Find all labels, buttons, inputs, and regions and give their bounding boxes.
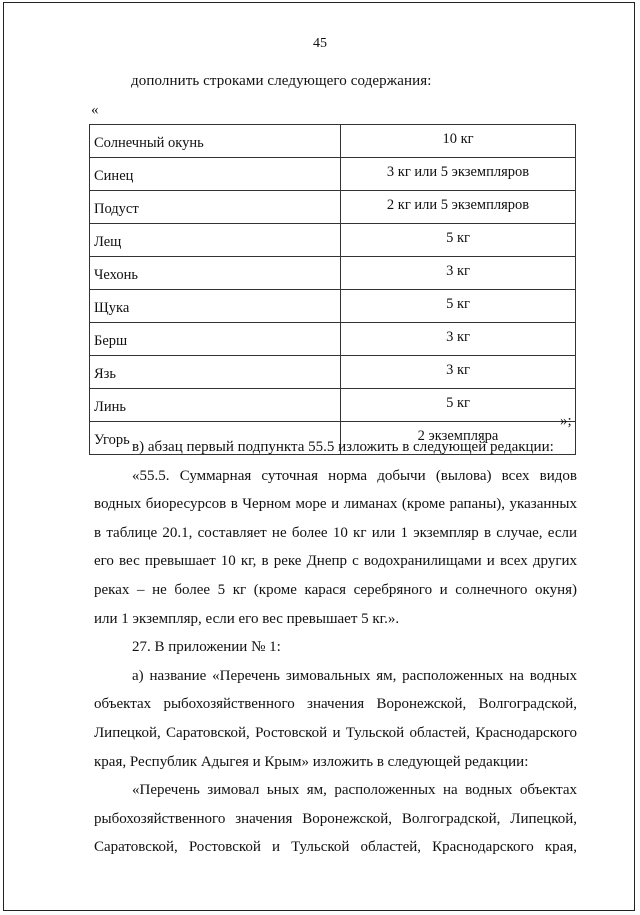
table-row (90, 356, 576, 389)
paragraph-55-5-line: в таблице 20.1, составляет не более 10 кг или 1 экземпляр в случае, если (94, 524, 577, 541)
fish-name-cell: Берш (90, 323, 341, 356)
fish-name-cell: Линь (90, 389, 341, 422)
fish-name-cell: Подуст (90, 191, 341, 224)
paragraph-subitem-a-line: края, Республик Адыгея и Крым» изложить в следующей редакции: (94, 753, 529, 770)
intro-line: дополнить строками следующего содержания: (131, 73, 432, 89)
table-row (90, 191, 576, 224)
paragraph-subitem-a-line: объектах рыбохозяйственного значения Воронежской, Волгоградской, (94, 696, 577, 713)
paragraph-subitem-a-line: а) название «Перечень зимовальных ям, расположенных на водных (132, 667, 577, 684)
paragraph-subitem-v: в) абзац первый подпункта 55.5 изложить в следующей редакции: (132, 439, 554, 455)
paragraph-55-5-line: реках – не более 5 кг (кроме карася серебряного и солнечного окуня) (94, 581, 577, 598)
catch-limit-cell: 10 кг (341, 125, 576, 158)
catch-limit-cell: 5 кг (341, 224, 576, 257)
catch-limit-cell: 5 кг (341, 389, 576, 422)
catch-limit-cell: 2 кг или 5 экземпляров (341, 191, 576, 224)
paragraph-55-5-line: или 1 экземпляр, если его вес превышает 5 кг.». (94, 610, 400, 627)
catch-limit-cell: 2 экземпляра (341, 422, 576, 455)
table-row (90, 389, 576, 422)
fish-name-cell: Угорь (90, 422, 341, 455)
paragraph-55-5-line: «55.5. Суммарная суточная норма добычи (вылова) всех видов (132, 467, 577, 484)
paragraph-item-27: 27. В приложении № 1: (132, 639, 281, 656)
table-row (90, 257, 576, 290)
paragraph-55-5-line: его вес превышает 10 кг, в реке Днепр с водохранилищами и всех других (94, 553, 577, 570)
fish-name-cell: Чехонь (90, 257, 341, 290)
table-row (90, 290, 576, 323)
fish-name-cell: Язь (90, 356, 341, 389)
catch-limit-cell: 3 кг или 5 экземпляров (341, 158, 576, 191)
close-quote: »; (560, 413, 572, 429)
catch-limit-cell: 5 кг (341, 290, 576, 323)
catch-limit-cell: 3 кг (341, 356, 576, 389)
paragraph-subitem-a-line: Липецкой, Саратовской, Ростовской и Тульской областей, Краснодарского (94, 724, 577, 741)
catch-limits-table (89, 124, 576, 455)
paragraph-55-5-line: водных биоресурсов в Черном море и лиманах (кроме рапаны), указанных (94, 496, 577, 513)
catch-limit-cell: 3 кг (341, 323, 576, 356)
fish-name-cell: Щука (90, 290, 341, 323)
paragraph-list-title-line: Саратовской, Ростовской и Тульской областей, Краснодарского края, (94, 839, 577, 856)
paragraph-list-title-line: рыбохозяйственного значения Воронежской, Волгоградской, Липецкой, (94, 810, 577, 827)
table-row (90, 125, 576, 158)
fish-name-cell: Лещ (90, 224, 341, 257)
catch-limit-cell: 3 кг (341, 257, 576, 290)
open-quote: « (91, 102, 99, 118)
table-row (90, 323, 576, 356)
table-row (90, 224, 576, 257)
body-text (94, 433, 577, 862)
fish-name-cell: Солнечный окунь (90, 125, 341, 158)
page-number: 45 (313, 36, 327, 51)
table-row (90, 158, 576, 191)
fish-name-cell: Синец (90, 158, 341, 191)
paragraph-list-title-line: «Перечень зимовал ьных ям, расположенных на водных объектах (132, 782, 577, 799)
